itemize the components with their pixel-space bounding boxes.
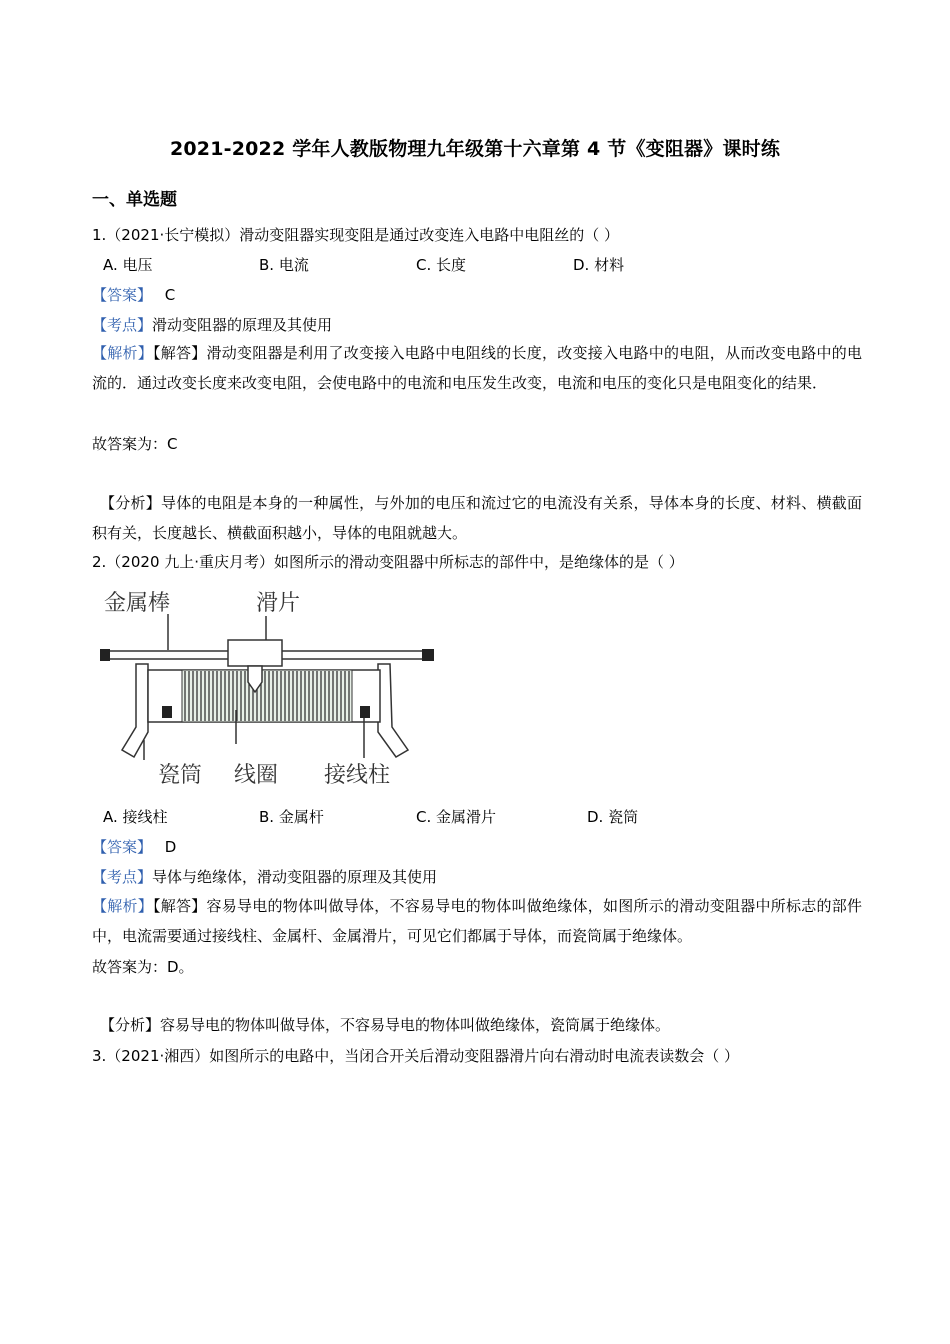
- q1-fenxi: [92, 488, 862, 548]
- answer-tag: 【答案】: [92, 838, 153, 856]
- q1-solution: [92, 338, 862, 398]
- q2-option-c: C. 金属滑片: [416, 808, 497, 826]
- q1-point: 滑动变阻器的原理及其使用: [152, 316, 333, 334]
- rod-left-cap: [100, 649, 110, 661]
- q2-conclusion: 故答案为：D。: [92, 958, 194, 976]
- slider: [228, 640, 282, 666]
- figure-label-tube: 瓷筒: [158, 763, 203, 788]
- figure-label-rod: 金属棒: [104, 591, 171, 616]
- solve-tag: 【解答】: [153, 344, 207, 362]
- figure-label-slider: 滑片: [256, 591, 301, 616]
- right-terminal: [360, 706, 370, 718]
- point-tag: 【考点】: [92, 316, 153, 334]
- q2-option-a: A. 接线柱: [103, 808, 168, 826]
- q2-point: 导体与绝缘体，滑动变阻器的原理及其使用: [152, 868, 438, 886]
- coil: [182, 670, 352, 722]
- q1-solution-text: 滑动变阻器是利用了改变接入电路中电阻线的长度，改变接入电路中的电阻，从而改变电路中的电流的．通过改变长度来改变电阻，会使电路中的电流和电压发生改变，电流和电压的变化只是电阻变化的结果．: [92, 344, 862, 392]
- q2-fenxi-text: 容易导电的物体叫做导体，不容易导电的物体叫做绝缘体，瓷筒属于绝缘体。: [160, 1016, 671, 1034]
- q1-point-line: [92, 315, 332, 335]
- q1-option-b: B. 电流: [259, 256, 309, 274]
- q2-option-d: D. 瓷筒: [587, 808, 639, 826]
- fenxi-tag: 【分析】: [100, 1016, 161, 1034]
- fenxi-tag: 【分析】: [100, 494, 161, 512]
- q2-solution: [92, 891, 862, 951]
- figure-label-terminal: 接线柱: [324, 763, 391, 788]
- rod-right-cap: [422, 649, 434, 661]
- q1-conclusion: 故答案为：C: [92, 435, 178, 453]
- q1-fenxi-text: 导体的电阻是本身的一种属性，与外加的电压和流过它的电流没有关系，导体本身的长度、材料、横截面积有关，长度越长、横截面积越小，导体的电阻就越大。: [92, 494, 862, 542]
- q2-option-b: B. 金属杆: [259, 808, 324, 826]
- section-heading: 一、单选题: [92, 190, 177, 210]
- analysis-tag: 【解析】: [92, 897, 153, 915]
- rheostat-diagram: [96, 582, 446, 792]
- figure-label-coil: 线圈: [234, 763, 279, 788]
- rheostat-figure: [96, 582, 446, 792]
- q3-stem: 3.（2021·湘西）如图所示的电路中，当闭合开关后滑动变阻器滑片向右滑动时电流表读数会（ ）: [92, 1047, 740, 1065]
- q2-stem: 2.（2020 九上·重庆月考）如图所示的滑动变阻器中所标志的部件中，是绝缘体的是（ ）: [92, 553, 684, 571]
- q1-option-d: D. 材料: [573, 256, 625, 274]
- q1-stem: 1.（2021·长宁模拟）滑动变阻器实现变阻是通过改变连入电路中电阻丝的（ ）: [92, 226, 620, 244]
- q1-answer: C: [164, 286, 176, 304]
- page-title: 2021-2022 学年人教版物理九年级第十六章第 4 节《变阻器》课时练: [169, 138, 781, 160]
- analysis-tag: 【解析】: [92, 344, 153, 362]
- q2-fenxi: [92, 1010, 862, 1040]
- q1-option-c: C. 长度: [416, 256, 467, 274]
- left-terminal: [162, 706, 172, 718]
- q2-point-line: [92, 867, 437, 887]
- q1-option-a: A. 电压: [103, 256, 153, 274]
- q1-answer-line: [92, 285, 175, 305]
- q2-solution-text: 容易导电的物体叫做导体，不容易导电的物体叫做绝缘体，如图所示的滑动变阻器中所标志的部件中，电流需要通过接线柱、金属杆、金属滑片，可见它们都属于导体，而瓷筒属于绝缘体。: [92, 897, 862, 945]
- point-tag: 【考点】: [92, 868, 153, 886]
- q2-answer: D: [164, 838, 177, 856]
- q2-answer-line: [92, 837, 176, 857]
- right-leg: [378, 664, 408, 757]
- answer-tag: 【答案】: [92, 286, 153, 304]
- solve-tag: 【解答】: [153, 897, 207, 915]
